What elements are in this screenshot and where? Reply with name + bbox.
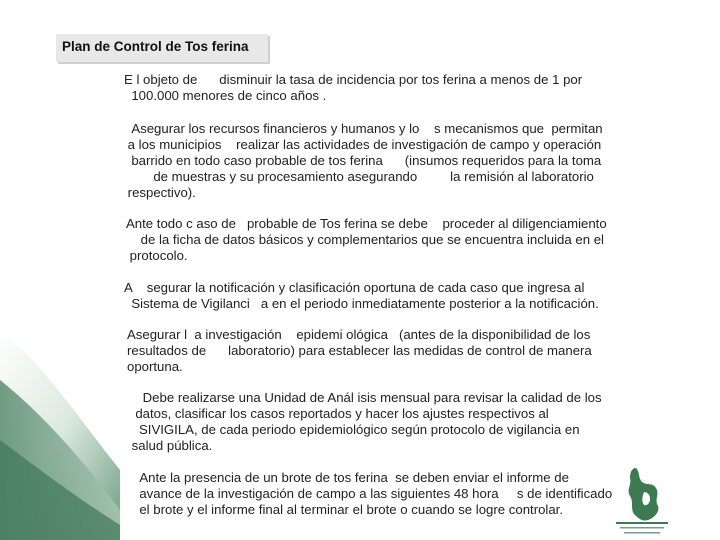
paragraph-outbreak: Ante la presencia de un brote de tos ferina se deben enviar el informe de avance de la investigación de campo a las siguientes 48 hora s de identificado el brote y el informe final al terminar el brote o cuando se logre controlar. [139,470,613,517]
title-box [56,34,268,62]
paragraph-notification: A segurar la notificación y clasificación oportuna de cada caso que ingresa al Sistema de Vigilanci a en el periodo inmediatamente posterior a la notificación. [124,280,599,311]
paragraph-investigation: Asegurar l a investigación epidemi ológica (antes de la disponibilidad de los resultados de laboratorio) para establecer las medidas de control de manera oportuna. [127,327,592,374]
department-map-logo-icon [604,462,680,538]
paragraph-resources: Asegurar los recursos financieros y humanos y lo s mecanismos que permitan a los municipios realizar las actividades de investigación de campo y operación barrido en todo caso probable de tos ferina (insumos requeridos para la toma de muestras y su procesamiento asegurando la remisión al laboratorio respectivo). [127,121,603,200]
paragraph-case-record: Ante todo c aso de probable de Tos ferina se debe proceder al diligenciamiento de la ficha de datos básicos y complementarios que se encuentra incluida en el protocolo. [126,216,607,263]
paragraph-analysis-unit: Debe realizarse una Unidad de Anál isis mensual para revisar la calidad de los datos, clasificar los casos reportados y hacer los ajustes respectivos al SIVIGILA, de cada periodo epidemiológico según protocolo de vigilancia en salud pública. [131,390,602,453]
page-title: Plan de Control de Tos ferina [62,39,249,54]
paragraph-objective: E l objeto de disminuir la tasa de incidencia por tos ferina a menos de 1 por 100.000 menores de cinco años . [124,72,583,103]
